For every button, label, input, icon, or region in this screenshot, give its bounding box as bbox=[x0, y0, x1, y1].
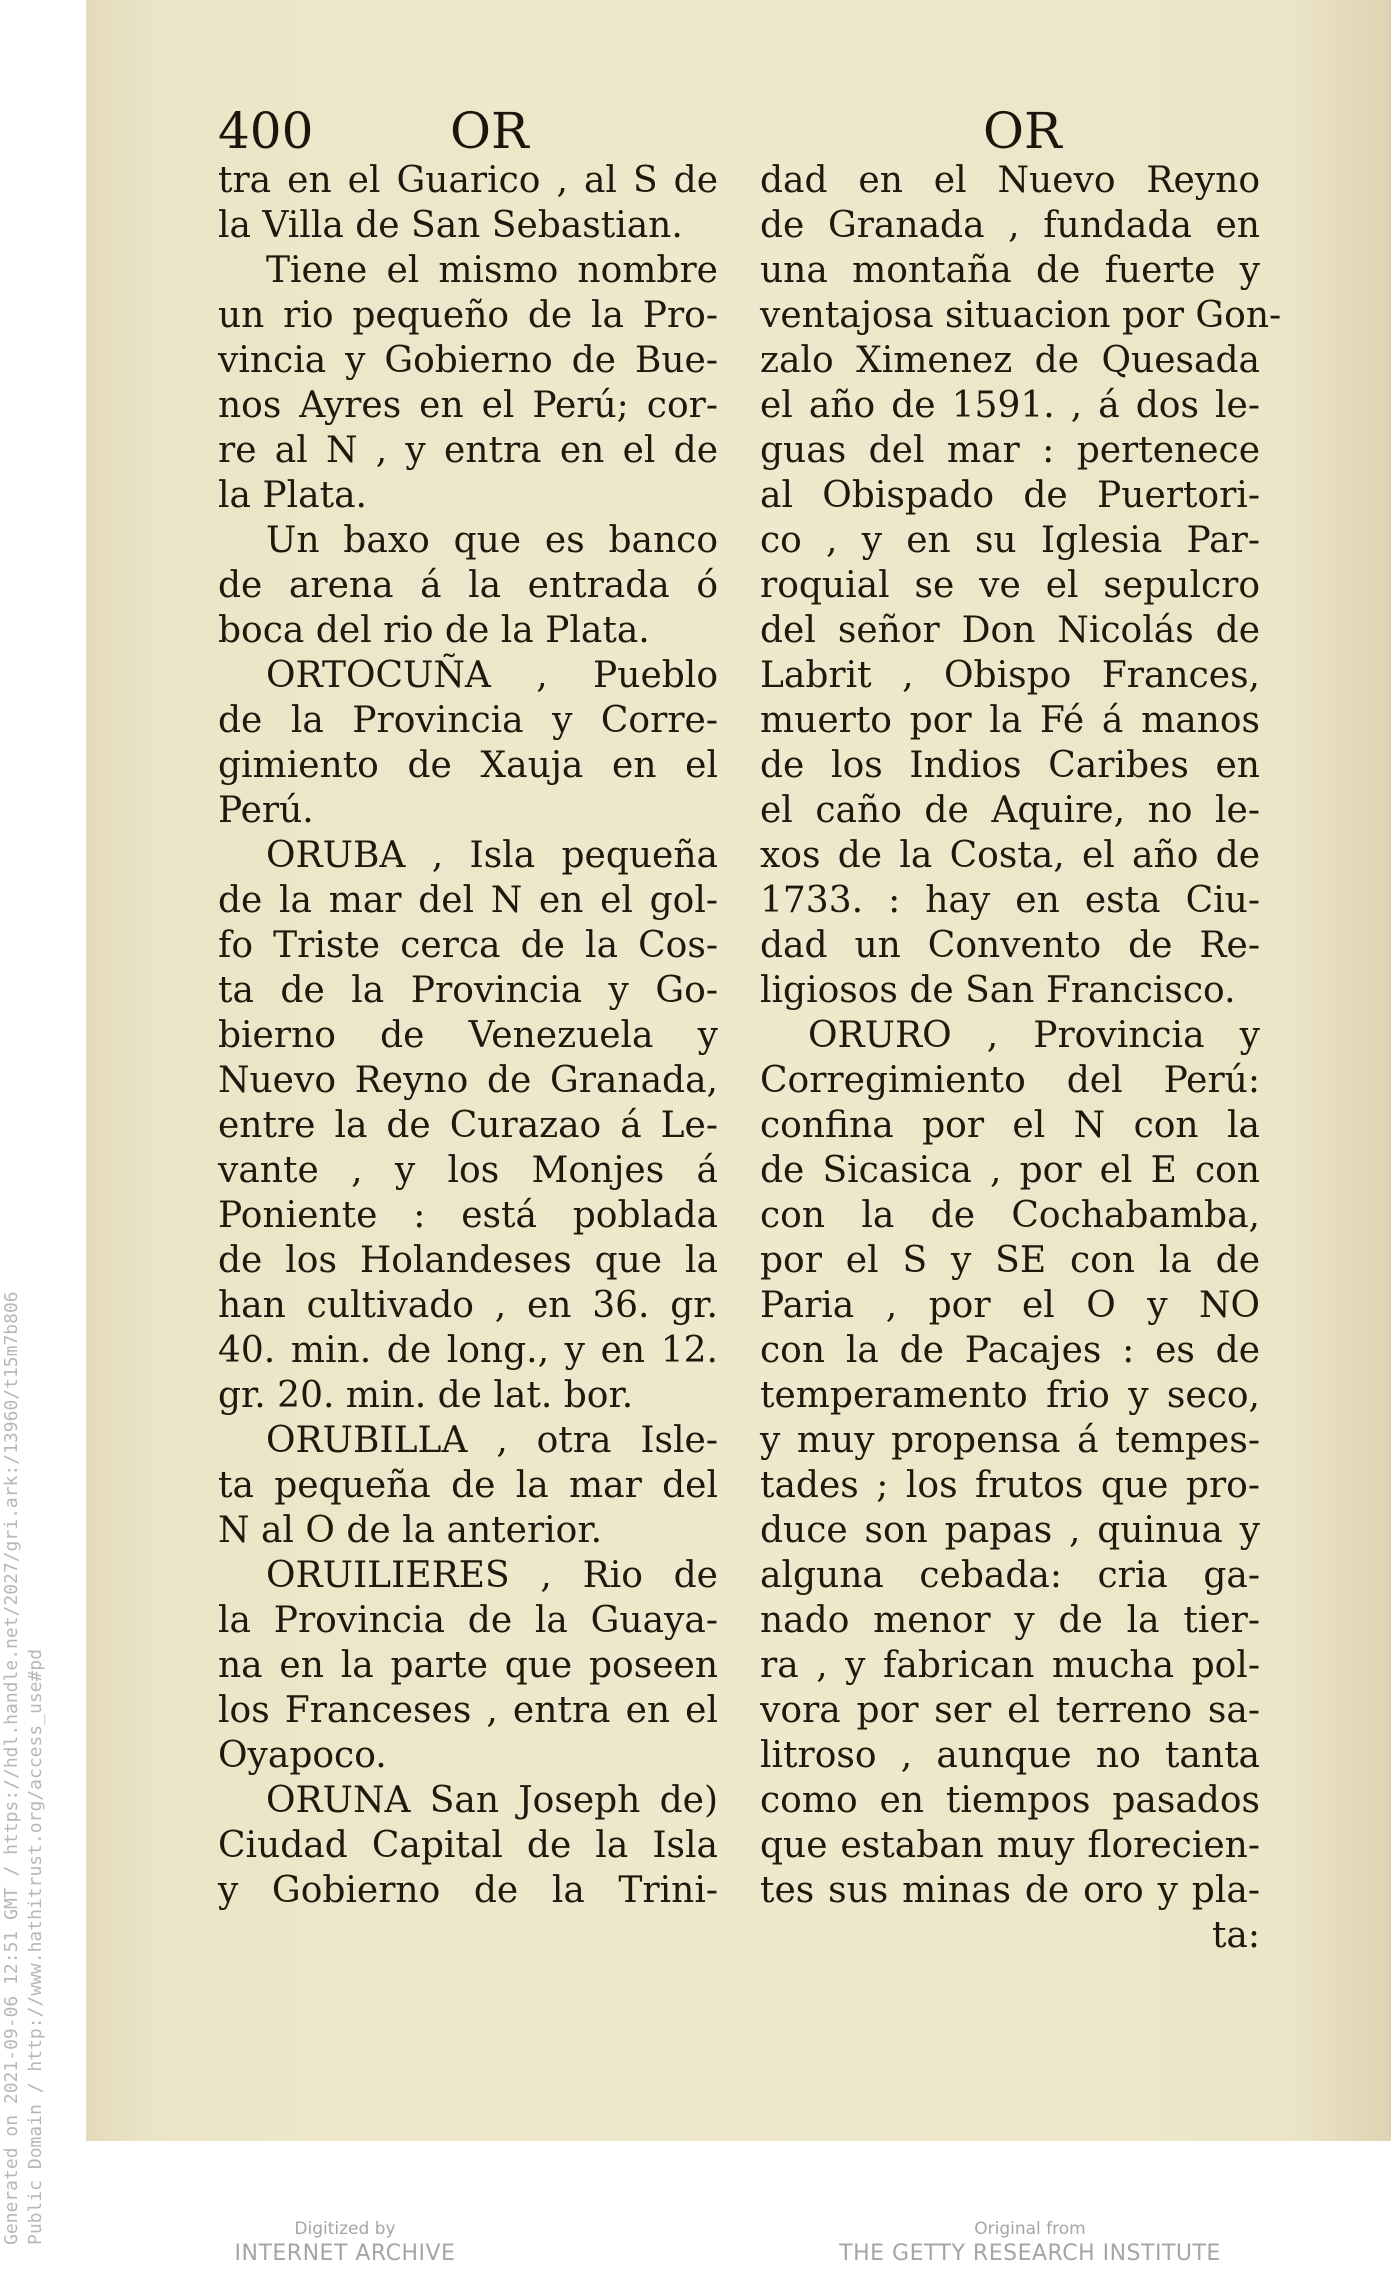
text-line: tra en el Guarico , al S de bbox=[218, 160, 718, 201]
text-line: tades ; los frutos que pro- bbox=[760, 1465, 1260, 1506]
original-from-credit bbox=[830, 2218, 1230, 2268]
text-line: dad un Convento de Re- bbox=[760, 925, 1260, 966]
text-line: Tiene el mismo nombre bbox=[266, 250, 718, 291]
text-line: gimiento de Xauja en el bbox=[218, 745, 718, 786]
text-line: re al N , y entra en el de bbox=[218, 430, 718, 471]
text-line: han cultivado , en 36. gr. bbox=[218, 1285, 718, 1326]
text-line: alguna cebada: cria ga- bbox=[760, 1555, 1260, 1596]
getty-institute-label: THE GETTY RESEARCH INSTITUTE bbox=[839, 2241, 1221, 2266]
text-line: los Franceses , entra en el bbox=[218, 1690, 718, 1731]
text-line: vante , y los Monjes á bbox=[218, 1150, 718, 1191]
text-line: ORURO , Provincia y bbox=[808, 1015, 1260, 1056]
text-line: ta pequeña de la mar del bbox=[218, 1465, 718, 1506]
text-line: Poniente : está poblada bbox=[218, 1195, 718, 1236]
text-line: fo Triste cerca de la Cos- bbox=[218, 925, 718, 966]
text-line: N al O de la anterior. bbox=[218, 1510, 603, 1551]
provenance-line: Public Domain / http://www.hathitrust.org/access_use#pd bbox=[25, 1648, 46, 2245]
text-line: na en la parte que poseen bbox=[218, 1645, 718, 1686]
provenance-line: Generated on 2021-09-06 12:51 GMT / https://hdl.handle.net/2027/gri.ark:/13960/t15m7b806 bbox=[1, 1291, 22, 2245]
text-line: gr. 20. min. de lat. bor. bbox=[218, 1375, 634, 1416]
text-line: por el S y SE con la de bbox=[760, 1240, 1260, 1281]
text-line: ta de la Provincia y Go- bbox=[218, 970, 718, 1011]
text-line: de Sicasica , por el E con bbox=[760, 1150, 1260, 1191]
text-line: 1733. : hay en esta Ciu- bbox=[760, 880, 1260, 921]
text-line: Perú. bbox=[218, 790, 314, 831]
text-line: la Provincia de la Guaya- bbox=[218, 1600, 718, 1641]
left-text-column bbox=[218, 158, 718, 1913]
text-line: Ciudad Capital de la Isla bbox=[218, 1825, 718, 1866]
digitized-by-label: Digitized by bbox=[294, 2219, 396, 2239]
text-line: de los Holandeses que la bbox=[218, 1240, 718, 1281]
text-line: vincia y Gobierno de Bue- bbox=[218, 340, 718, 381]
text-line: Nuevo Reyno de Granada, bbox=[218, 1060, 718, 1101]
text-line: de la Provincia y Corre- bbox=[218, 700, 718, 741]
text-line: el caño de Aquire, no le- bbox=[760, 790, 1260, 831]
text-line: ORTOCUÑA , Pueblo bbox=[266, 655, 718, 696]
text-line: de los Indios Caribes en bbox=[760, 745, 1260, 786]
text-line: duce son papas , quinua y bbox=[760, 1510, 1260, 1551]
text-line: Corregimiento del Perú: bbox=[760, 1060, 1260, 1101]
text-line: una montaña de fuerte y bbox=[760, 250, 1260, 291]
text-line: ra , y fabrican mucha pol- bbox=[760, 1645, 1260, 1686]
provenance-note bbox=[0, 1135, 48, 2245]
text-line: litroso , aunque no tanta bbox=[760, 1735, 1260, 1776]
text-line: ORUNA San Joseph de) bbox=[266, 1780, 718, 1821]
text-line: guas del mar : pertenece bbox=[760, 430, 1260, 471]
text-line: ORUILIERES , Rio de bbox=[266, 1555, 718, 1596]
text-line: ta: bbox=[1211, 1915, 1260, 1956]
original-from-label: Original from bbox=[974, 2219, 1086, 2239]
text-line: Oyapoco. bbox=[218, 1735, 387, 1776]
text-line: y muy propensa á tempes- bbox=[760, 1420, 1260, 1461]
text-line: de la mar del N en el gol- bbox=[218, 880, 718, 921]
text-line: ligiosos de San Francisco. bbox=[760, 970, 1236, 1011]
text-line: y Gobierno de la Trini- bbox=[218, 1870, 718, 1911]
text-line: que estaban muy florecien- bbox=[760, 1825, 1260, 1866]
text-line: dad en el Nuevo Reyno bbox=[760, 160, 1260, 201]
text-line: un rio pequeño de la Pro- bbox=[218, 295, 718, 336]
text-line: Un baxo que es banco bbox=[266, 520, 718, 561]
text-line: confina por el N con la bbox=[760, 1105, 1260, 1146]
text-line: muerto por la Fé á manos bbox=[760, 700, 1260, 741]
text-line: con la de Cochabamba, bbox=[760, 1195, 1260, 1236]
digitized-by-credit bbox=[210, 2218, 480, 2268]
text-line: con la de Pacajes : es de bbox=[760, 1330, 1260, 1371]
text-line: xos de la Costa, el año de bbox=[760, 835, 1260, 876]
text-line: temperamento frio y seco, bbox=[760, 1375, 1260, 1416]
text-line: como en tiempos pasados bbox=[760, 1780, 1260, 1821]
text-line: de Granada , fundada en bbox=[760, 205, 1260, 246]
text-line: Paria , por el O y NO bbox=[760, 1285, 1260, 1326]
text-line: la Plata. bbox=[218, 475, 367, 516]
text-line: 40. min. de long., y en 12. bbox=[218, 1330, 718, 1371]
right-text-column bbox=[760, 158, 1282, 1958]
text-line: boca del rio de la Plata. bbox=[218, 610, 650, 651]
text-line: la Villa de San Sebastian. bbox=[218, 205, 683, 246]
text-line: el año de 1591. , á dos le- bbox=[760, 385, 1260, 426]
text-line: tes sus minas de oro y pla- bbox=[760, 1870, 1260, 1911]
text-line: ventajosa situacion por Gon- bbox=[760, 295, 1282, 336]
text-line: bierno de Venezuela y bbox=[218, 1015, 718, 1056]
text-line: zalo Ximenez de Quesada bbox=[760, 340, 1260, 381]
text-line: nos Ayres en el Perú; cor- bbox=[218, 385, 718, 426]
text-line: al Obispado de Puertori- bbox=[760, 475, 1260, 516]
text-line: roquial se ve el sepulcro bbox=[760, 565, 1260, 606]
text-line: Labrit , Obispo Frances, bbox=[760, 655, 1260, 696]
text-line: del señor Don Nicolás de bbox=[760, 610, 1260, 651]
text-line: de arena á la entrada ó bbox=[218, 565, 718, 606]
page-number: 400 bbox=[218, 102, 314, 160]
text-line: ORUBILLA , otra Isle- bbox=[266, 1420, 718, 1461]
text-line: vora por ser el terreno sa- bbox=[760, 1690, 1260, 1731]
right-running-head: OR bbox=[983, 102, 1062, 160]
text-line: nado menor y de la tier- bbox=[760, 1600, 1260, 1641]
text-line: co , y en su Iglesia Par- bbox=[760, 520, 1260, 561]
text-line: entre la de Curazao á Le- bbox=[218, 1105, 718, 1146]
internet-archive-label: INTERNET ARCHIVE bbox=[234, 2241, 456, 2266]
text-line: ORUBA , Isla pequeña bbox=[266, 835, 718, 876]
left-running-head: OR bbox=[450, 102, 529, 160]
